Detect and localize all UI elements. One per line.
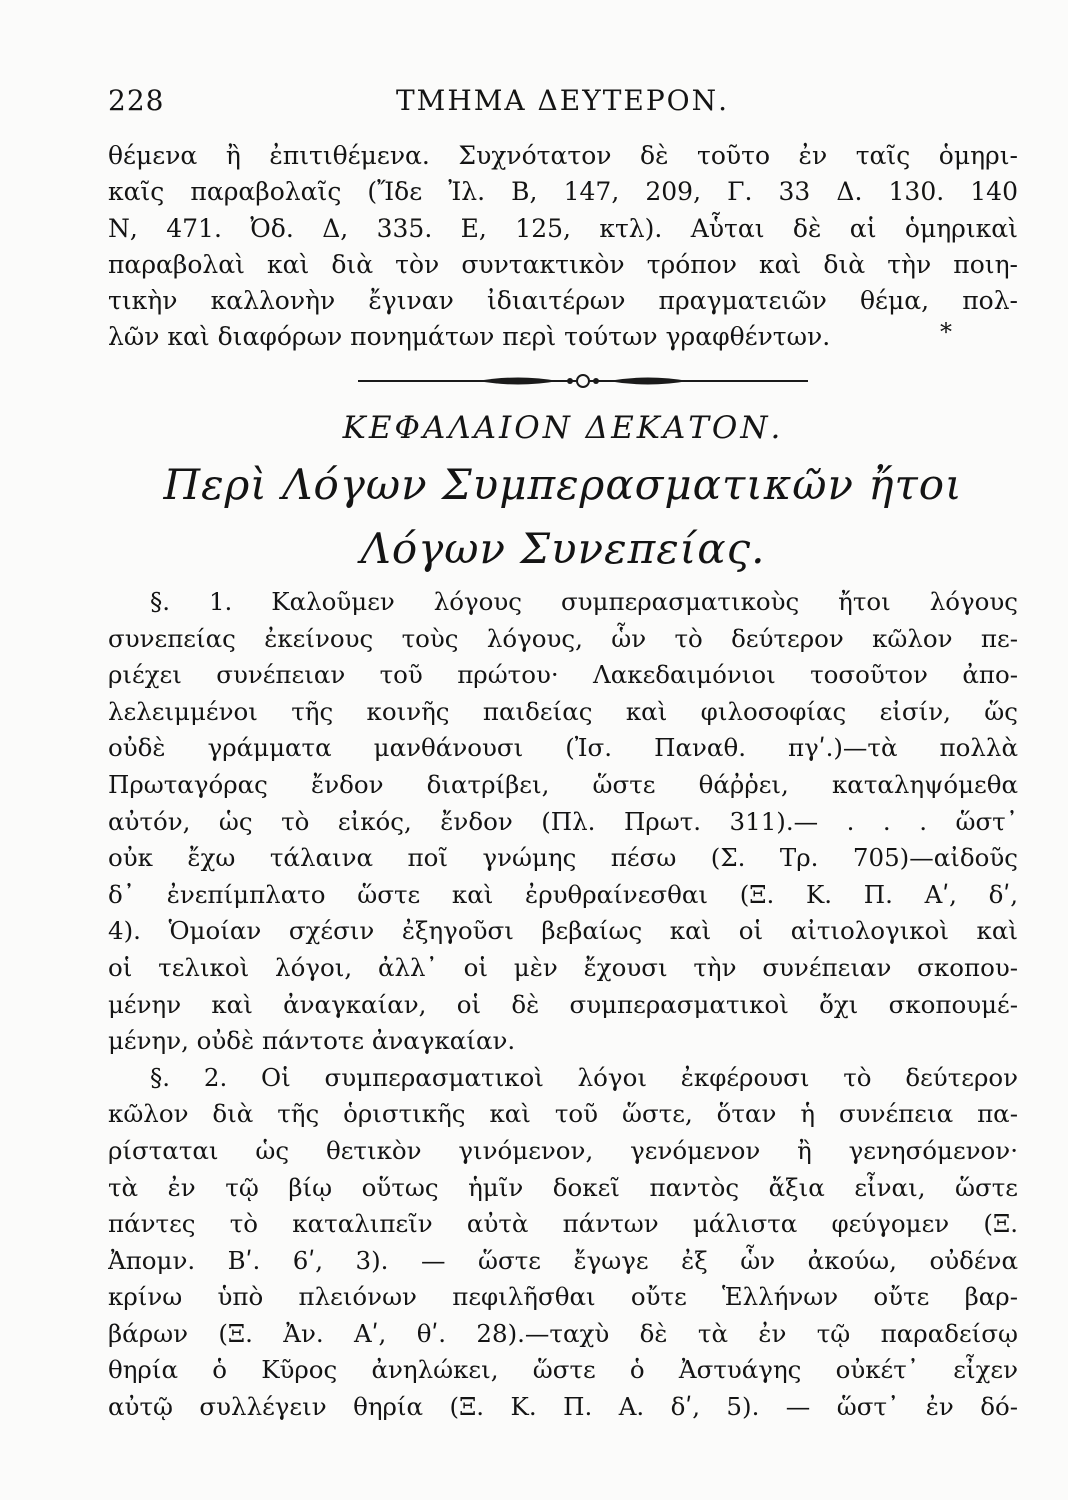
text-line: τὰ ἐν τῷ βίῳ οὕτως ἡμῖν δοκεῖ παντὸς ἄξια εἶναι, ὥστε [108,1172,1018,1202]
text-line: ρίσταται ὡς θετικὸν γινόμενον, γενόμενον ἢ γενησόμενον· [108,1135,1018,1165]
text-line: Ἀπομν. Βʹ. 6ʹ, 3). — ὥστε ἔγωγε ἐξ ὧν ἀκούω, οὐδένα [108,1245,1018,1275]
text-line: πάντες τὸ καταλιπεῖν αὐτὰ πάντων μάλιστα φεύγομεν (Ξ. [108,1209,1018,1239]
footnote-mark: * [940,318,952,346]
text-line: παραβολαὶ καὶ διὰ τὸν συντακτικὸν τρόπον καὶ διὰ τὴν ποιη- [108,249,1018,279]
text-line: Ν, 471. Ὀδ. Δ, 335. Ε, 125, κτλ). Αὗται δὲ αἱ ὁμηρικαὶ [108,213,1018,243]
text-line: αὐτῷ συλλέγειν θηρία (Ξ. Κ. Π. Α. δʹ, 5). — ὥστ᾽ ἐν δό- [108,1392,1018,1422]
text-line: ριέχει συνέπειαν τοῦ πρώτου· Λακεδαιμόνιοι τοσοῦτον ἀπο- [108,660,1018,690]
running-head: ΤΜΗΜΑ ΔΕΥΤΕΡΟΝ. [396,84,730,117]
chapter-body [108,584,1018,1464]
text-line: αὐτόν, ὡς τὸ εἰκός, ἔνδον (Πλ. Πρωτ. 311).— . . . ὥστ᾽ [108,806,1018,836]
ornamental-divider [358,370,808,392]
text-line: 4). Ὁμοίαν σχέσιν ἐξηγοῦσι βεβαίως καὶ οἱ αἰτιολογικοὶ καὶ [108,916,1018,946]
page-header [108,84,1018,128]
text-line: θέμενα ἢ ἐπιτιθέμενα. Συχνότατον δὲ τοῦτο ἐν ταῖς ὁμηρι- [108,141,1018,170]
top-paragraph [108,138,1018,356]
text-line: συνεπείας ἐκείνους τοὺς λόγους, ὧν τὸ δεύτερον κῶλον πε- [108,623,1018,653]
text-line: §. 1. Καλοῦμεν λόγους συμπερασματικοὺς ἤτοι λόγους [150,587,1018,616]
text-line: §. 2. Οἱ συμπερασματικοὶ λόγοι ἐκφέρουσι τὸ δεύτερον [150,1062,1018,1092]
chapter-title: Περὶ Λόγων Συμπερασματικῶν ἤτοι [163,460,963,509]
text-line: μένην, οὐδὲ πάντοτε ἀναγκαίαν. [108,1026,516,1056]
text-line: κρίνω ὑπὸ πλειόνων πεφιλῆσθαι οὔτε Ἑλλήνων οὔτε βαρ- [108,1282,1018,1312]
text-line: λῶν καὶ διαφόρων πονημάτων περὶ τούτων γραφθέντων. [108,322,831,352]
text-line: θηρία ὁ Κῦρος ἀνηλώκει, ὥστε ὁ Ἀστυάγης οὐκέτ᾽ εἶχεν [108,1355,1018,1385]
text-line: οὐκ ἔχω τάλαινα ποῖ γνώμης πέσω (Σ. Τρ. 705)—αἰδοῦς [108,843,1018,873]
text-line: βάρων (Ξ. Ἀν. Αʹ, θʹ. 28).—ταχὺ δὲ τὰ ἐν τῷ παραδείσῳ [108,1318,1018,1348]
text-line: καῖς παραβολαῖς (Ἴδε Ἰλ. Β, 147, 209, Γ. 33 Δ. 130. 140 [108,177,1018,207]
text-line: δ᾽ ἐνεπίμπλατο ὥστε καὶ ἐρυθραίνεσθαι (Ξ. Κ. Π. Αʹ, δʹ, [108,879,1018,909]
page-number: 228 [108,84,165,117]
text-line: οὐδὲ γράμματα μανθάνουσι (Ἰσ. Παναθ. πγʹ.)—τὰ πολλὰ [108,733,1018,763]
chapter-label: ΚΕΦΑΛΑΙΟΝ ΔΕΚΑΤΟΝ. [342,410,784,446]
chapter-title: Λόγων Συνεπείας. [360,524,766,573]
text-line: κῶλον διὰ τῆς ὁριστικῆς καὶ τοῦ ὥστε, ὅταν ἡ συνέπεια πα- [108,1099,1018,1129]
text-line: Πρωταγόρας ἔνδον διατρίβει, ὥστε θάῤῥει, καταληψόμεθα [108,769,1018,799]
text-line: τικὴν καλλονὴν ἔγιναν ἰδιαιτέρων πραγματειῶν θέμα, πολ- [108,286,1018,316]
text-line: οἱ τελικοὶ λόγοι, ἀλλ᾽ οἱ μὲν ἔχουσι τὴν συνέπειαν σκοπου- [108,952,1018,982]
text-line: μένην καὶ ἀναγκαίαν, οἱ δὲ συμπερασματικοὶ ὄχι σκοπουμέ- [108,989,1018,1019]
text-line: λελειμμένοι τῆς κοινῆς παιδείας καὶ φιλοσοφίας εἰσίν, ὥς [108,696,1018,726]
